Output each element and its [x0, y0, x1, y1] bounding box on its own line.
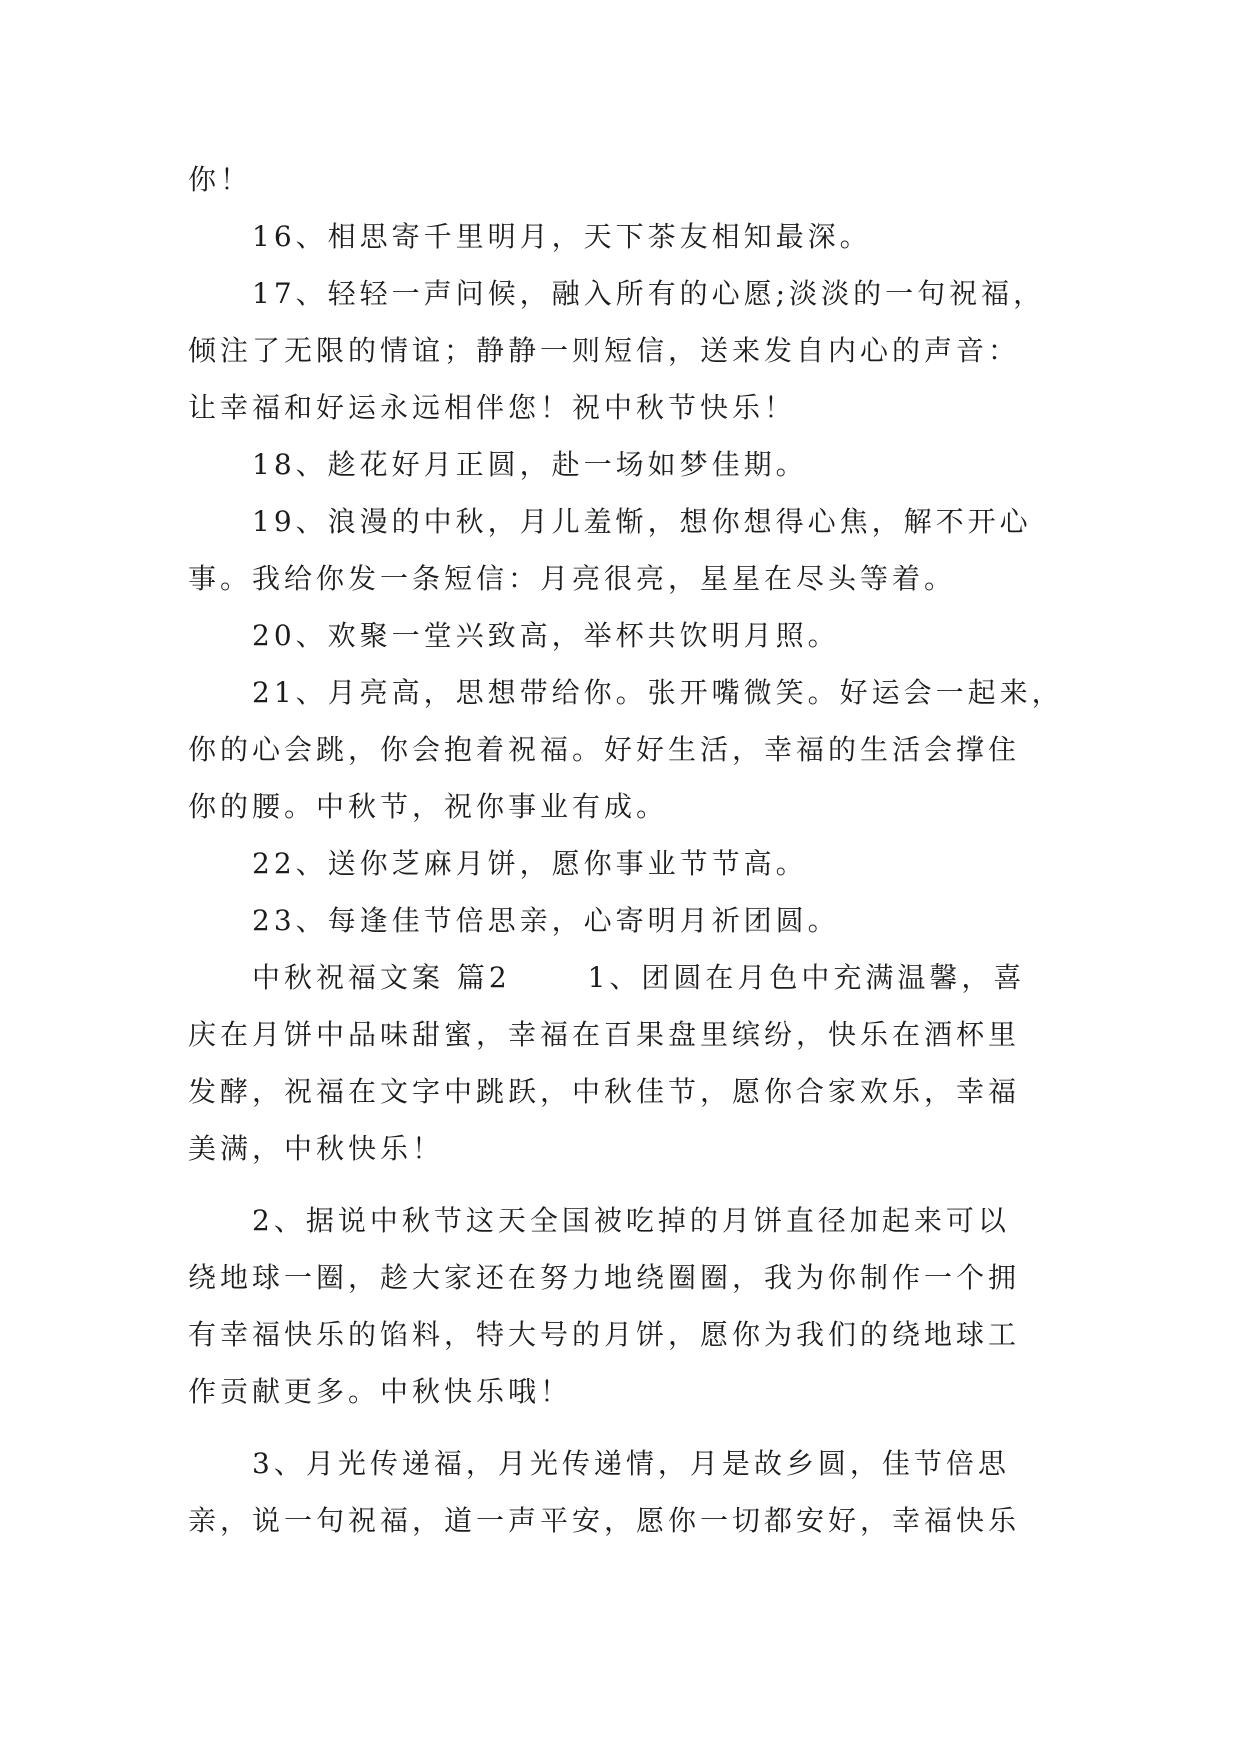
text-line: 2、据说中秋节这天全国被吃掉的月饼直径加起来可以	[252, 1204, 1010, 1237]
section-heading-line: 中秋祝福文案 篇2 1、团圆在月色中充满温馨，喜	[252, 961, 1026, 994]
text-line: 美满，中秋快乐！	[188, 1132, 445, 1165]
text-line: 倾注了无限的情谊；静静一则短信，送来发自内心的声音：	[188, 334, 1021, 367]
text-line: 绕地球一圈，趁大家还在努力地绕圈圈，我为你制作一个拥	[188, 1261, 1021, 1294]
text-line: 20、欢聚一堂兴致高，举杯共饮明月照。	[252, 619, 840, 652]
text-line: 23、每逢佳节倍思亲，心寄明月祈团圆。	[252, 904, 840, 937]
text-line: 16、相思寄千里明月，天下茶友相知最深。	[252, 220, 872, 253]
text-line: 事。我给你发一条短信：月亮很亮，星星在尽头等着。	[188, 562, 957, 595]
text-line: 18、趁花好月正圆，赴一场如梦佳期。	[252, 448, 808, 481]
text-line: 21、月亮高，思想带给你。张开嘴微笑。好运会一起来，	[252, 676, 1064, 709]
text-line: 你的腰。中秋节，祝你事业有成。	[188, 790, 669, 823]
text-line: 作贡献更多。中秋快乐哦！	[188, 1375, 573, 1408]
text-line: 亲，说一句祝福，道一声平安，愿你一切都安好，幸福快乐	[188, 1504, 1021, 1537]
text-line: 你的心会跳，你会抱着祝福。好好生活，幸福的生活会撑住	[188, 733, 1021, 766]
text-line: 让幸福和好运永远相伴您！祝中秋节快乐！	[188, 391, 797, 424]
text-line: 19、浪漫的中秋，月儿羞惭，想你想得心焦，解不开心	[252, 505, 1032, 538]
text-line: 17、轻轻一声问候，融入所有的心愿;淡淡的一句祝福，	[252, 277, 1046, 310]
text-line: 发酵，祝福在文字中跳跃，中秋佳节，愿你合家欢乐，幸福	[188, 1075, 1021, 1108]
text-line: 有幸福快乐的馅料，特大号的月饼，愿你为我们的绕地球工	[188, 1318, 1021, 1351]
text-line: 你！	[188, 163, 253, 196]
text-line: 22、送你芝麻月饼，愿你事业节节高。	[252, 847, 808, 880]
text-line: 庆在月饼中品味甜蜜，幸福在百果盘里缤纷，快乐在酒杯里	[188, 1018, 1021, 1051]
text-line: 3、月光传递福，月光传递情，月是故乡圆，佳节倍思	[252, 1447, 1010, 1480]
